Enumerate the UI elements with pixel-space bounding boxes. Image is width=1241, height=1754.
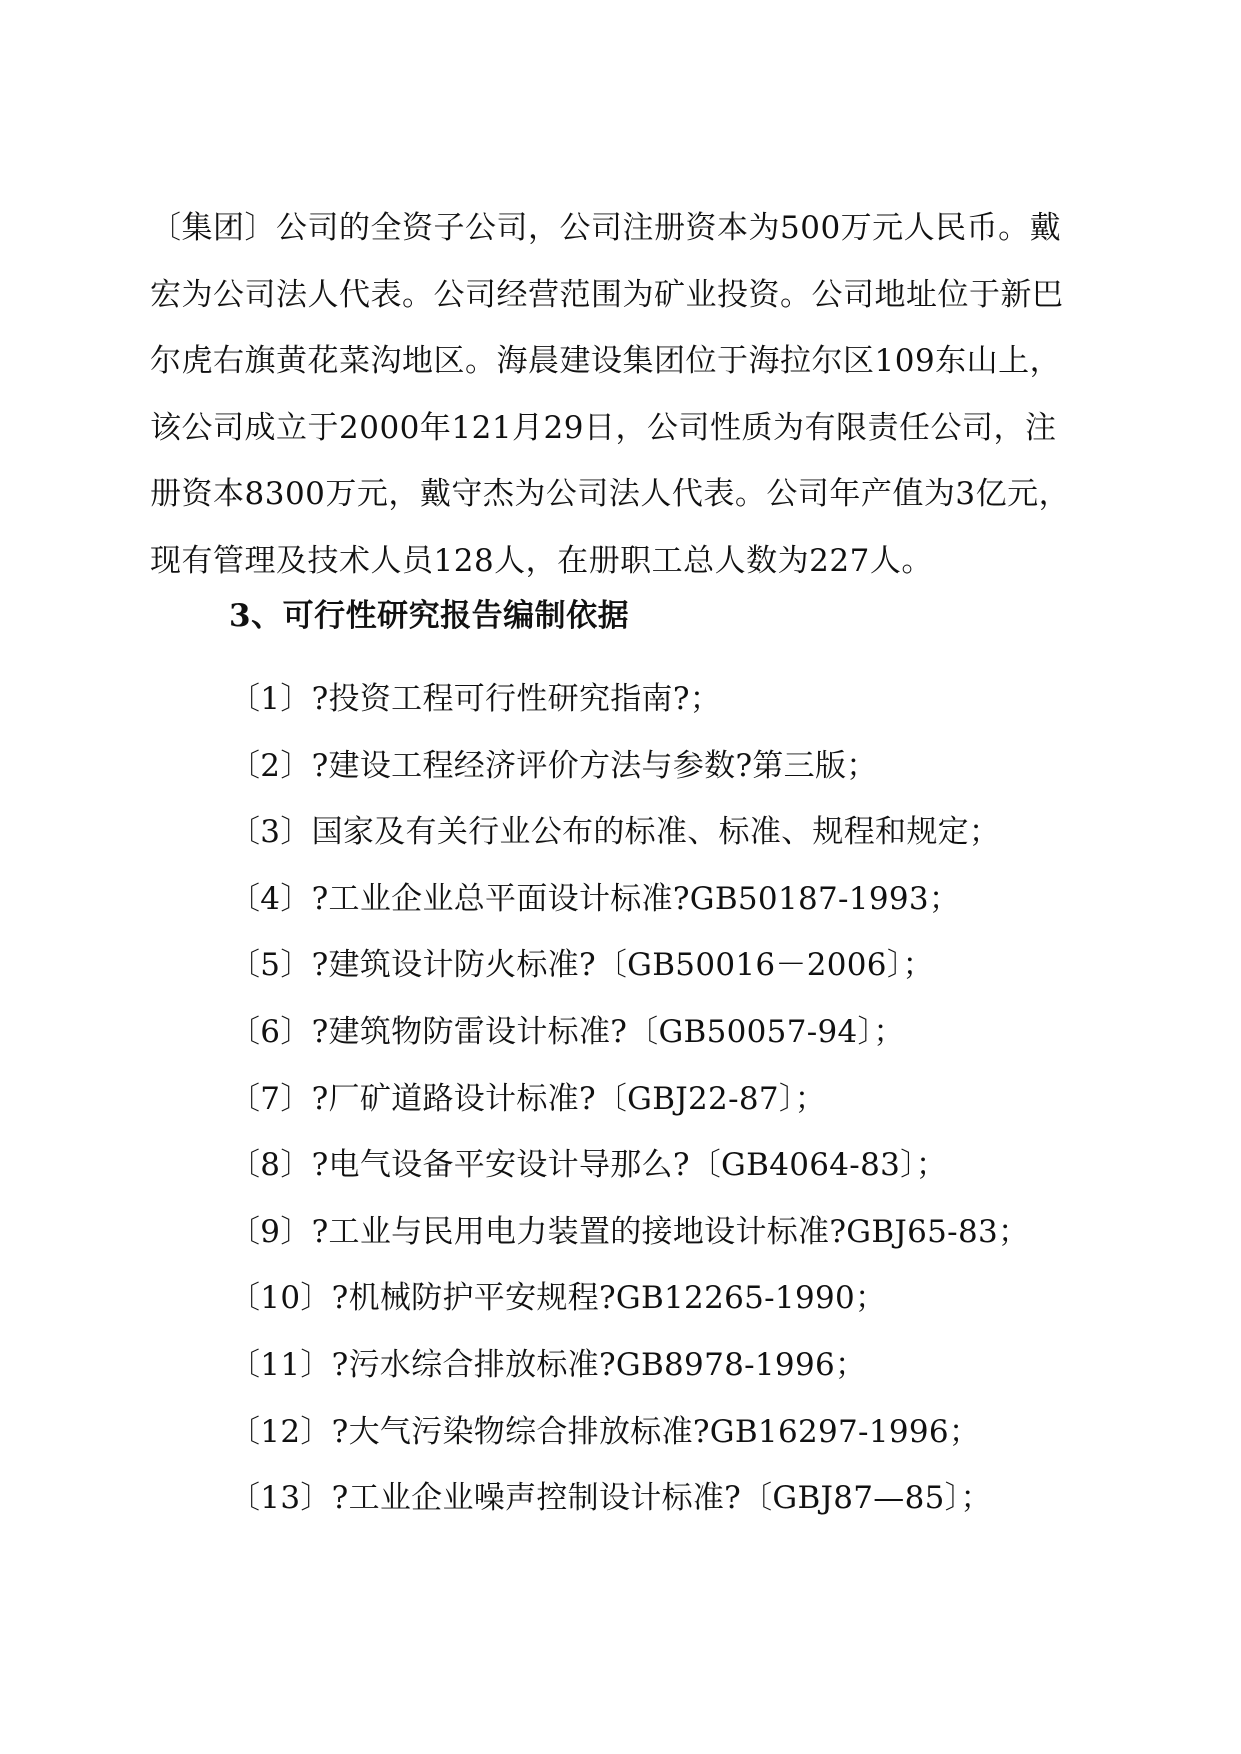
paragraph-line: 尔虎右旗黄花菜沟地区。海晨建设集团位于海拉尔区109东山上，: [150, 343, 1062, 380]
paragraph-line: 现有管理及技术人员128人，在册职工总人数为227人。: [150, 542, 933, 579]
section-heading: 3、可行性研究报告编制依据: [229, 598, 630, 634]
list-item: 〔4〕?工业企业总平面设计标准?GB50187-1993；: [229, 880, 961, 917]
company-profile-paragraph: [150, 195, 1110, 595]
list-item: 〔7〕?厂矿道路设计标准?〔GBJ22-87〕；: [229, 1080, 827, 1117]
paragraph-line: 〔集团〕公司的全资子公司，公司注册资本为500万元人民币。戴: [150, 210, 1062, 246]
list-item: 〔11〕?污水综合排放标准?GB8978-1996；: [229, 1346, 867, 1383]
list-item: 〔10〕?机械防护平安规程?GB12265-1990；: [229, 1280, 887, 1317]
paragraph-line: 册资本8300万元，戴守杰为公司法人代表。公司年产值为3亿元，: [150, 476, 1071, 513]
list-item: 〔9〕?工业与民用电力装置的接地设计标准?GBJ65-83；: [229, 1213, 1030, 1250]
list-item: 〔8〕?电气设备平安设计导那么?〔GB4064-83〕；: [229, 1147, 948, 1184]
list-item: 〔6〕?建筑物防雷设计标准?〔GB50057-94〕；: [229, 1013, 905, 1050]
list-item: 〔3〕国家及有关行业公布的标准、标准、规程和规定；: [229, 814, 1001, 851]
list-item: 〔2〕?建设工程经济评价方法与参数?第三版；: [229, 747, 878, 784]
list-item: 〔1〕?投资工程可行性研究指南?；: [229, 681, 722, 717]
list-item: 〔5〕?建筑设计防火标准?〔GB50016－2006〕；: [229, 947, 934, 984]
paragraph-line: 该公司成立于2000年121月29日，公司性质为有限责任公司，注: [150, 409, 1057, 446]
list-item: 〔12〕?大气污染物综合排放标准?GB16297-1996；: [229, 1413, 981, 1450]
paragraph-line: 宏为公司法人代表。公司经营范围为矿业投资。公司地址位于新巴: [150, 276, 1064, 313]
basis-list: [229, 666, 1029, 1532]
list-item: 〔13〕?工业企业噪声控制设计标准?〔GBJ87—85〕；: [229, 1480, 992, 1517]
